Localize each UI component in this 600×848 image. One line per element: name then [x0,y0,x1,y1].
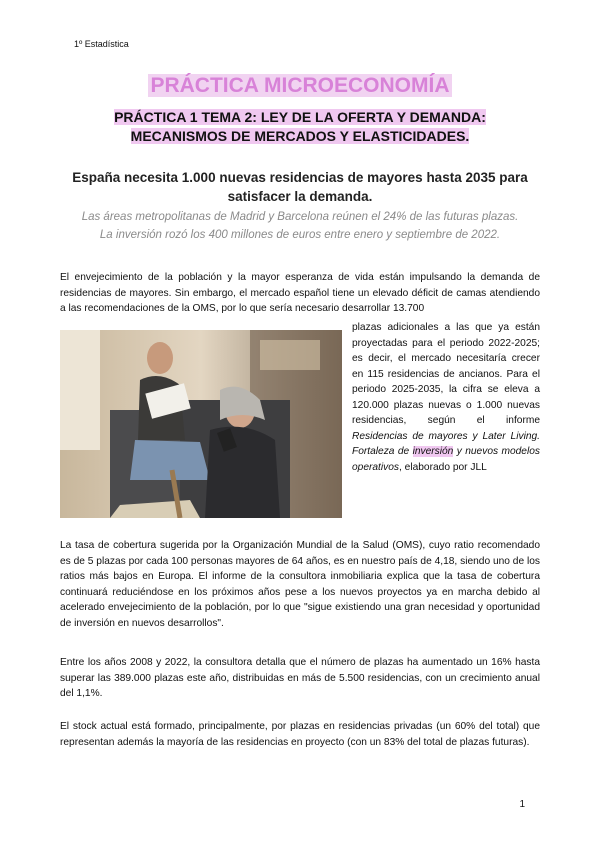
subtitle-line-2: MECANISMOS DE MERCADOS Y ELASTICIDADES. [130,128,470,144]
paragraph-1-intro: El envejecimiento de la población y la mayor esperanza de vida están impulsando la demanda de residencias de mayores. Sin embargo, el mercado español tiene un elevado déficit de camas atendiendo a las recomendaciones de la OMS, por lo que sería necesario desarrollar 13.700 [60,272,540,314]
report-attribution: , elaborado por JLL [399,461,487,473]
lede-line-1: Las áreas metropolitanas de Madrid y Barcelona reúnen el 24% de las futuras plazas. [81,211,519,223]
subtitle-line-1: PRÁCTICA 1 TEMA 2: LEY DE LA OFERTA Y DEMANDA: [114,109,486,125]
page-number: 1 [519,799,525,810]
highlighted-word: inversión [412,446,454,457]
paragraph-2: La tasa de cobertura sugerida por la Organización Mundial de la Salud (OMS), cuyo ratio recomendado es de 5 plazas por cada 100 personas mayores de 64 años, es en nuestro país de 4,18, siendo uno de los ratios más bajos en Europa. El informe de la consultora inmobiliaria explica que la tasa de cobertura continuará reduciéndose en los próximos años pese a los nuevos proyectos ya en marcha debido al acelerado envejecimiento de la población, por lo que "sigue existiendo una gran necesidad y oportunidad de inversión en nuevos desarrollos". [60,540,540,629]
article-lede [60,208,540,244]
paragraph-3: Entre los años 2008 y 2022, la consultora detalla que el número de plazas ha aumentado un 16% hasta superar las 389.000 plazas este año, distribuidas en más de 5.500 residencias, con un crecimiento anual del 1,1%. [60,657,540,699]
document-title: PRÁCTICA MICROECONOMÍA [150,74,450,97]
article-headline: España necesita 1.000 nuevas residencias de mayores hasta 2035 para satisfacer la demanda. [72,170,528,204]
lede-line-2: La inversión rozó los 400 millones de euros entre enero y septiembre de 2022. [99,229,501,241]
paragraph-1-wrap-text: plazas adicionales a las que ya están proyectadas para el periodo 2022-2025; es decir, el mercado necesitaría crecer en 115 residencias de ancianos. Para el periodo 2025-2035, la cifra se eleva a 120.000 plazas nuevas o 1.000 nuevas residencias, según el informe [352,322,540,426]
report-title-part-2: y nuevos modelos operativos [352,446,540,473]
document-subtitle [60,108,540,146]
report-title-part-1: Residencias de mayores y Later Living. Fortaleza de [352,430,540,457]
paragraph-4: El stock actual está formado, principalmente, por plazas en residencias privadas (un 60% del total) que representan además la mayoría de las residencias en proyecto (con un 83% del total de plazas futuras). [60,721,540,748]
paragraph-1-wrap-column [352,320,540,475]
document-header-tag: 1º Estadística [74,39,129,49]
elderly-couple-photo [60,330,342,518]
